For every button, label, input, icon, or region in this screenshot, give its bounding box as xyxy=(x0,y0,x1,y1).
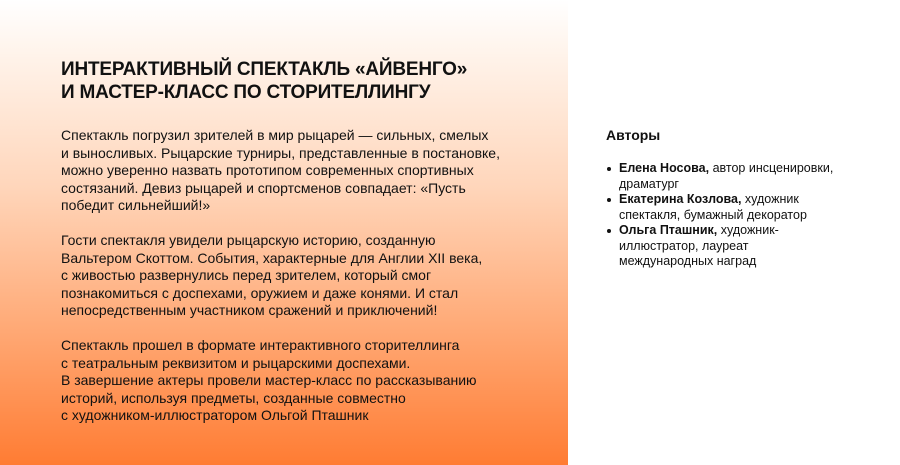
author-role: иллюстратор, лауреат xyxy=(619,238,749,253)
authors-list xyxy=(606,161,886,270)
text-line: познакомиться с доспехами, оружием и даже конями. И стал xyxy=(61,284,459,301)
text-line: и выносливых. Рыцарские турниры, представленные в постановке, xyxy=(61,144,500,161)
text-line: непосредственным участником сражений и приключений! xyxy=(61,302,438,318)
author-role: художник- xyxy=(720,223,779,237)
page-title xyxy=(61,58,551,104)
authors-heading: Авторы xyxy=(606,127,661,143)
author-role: международных наград xyxy=(619,254,757,268)
author-name: Ольга Пташник, xyxy=(619,223,718,237)
author-name: Елена Носова, xyxy=(619,161,710,175)
author-line xyxy=(619,161,886,177)
title-line: ИНТЕРАКТИВНЫЙ СПЕКТАКЛЬ «АЙВЕНГО» xyxy=(61,59,468,80)
text-line: с живостью развернулись перед зрителем, который смог xyxy=(61,267,432,283)
text-line: с художником-иллюстратором Ольгой Пташник xyxy=(61,407,369,423)
bullet-icon xyxy=(607,198,611,202)
author-item xyxy=(606,223,886,270)
author-item xyxy=(606,161,886,192)
text-line: можно уверенно назвать прототипом современных спортивных xyxy=(61,162,474,178)
bullet-icon xyxy=(607,167,611,171)
paragraph-2 xyxy=(61,232,556,320)
authors-section xyxy=(606,126,886,270)
author-role: автор инсценировки, xyxy=(712,161,834,175)
text-line: историй, используя предметы, созданные совместно xyxy=(61,389,406,406)
author-line xyxy=(619,192,886,208)
article-body xyxy=(61,127,556,442)
text-line: с театральным реквизитом и рыцарскими доспехами. xyxy=(61,354,411,371)
author-item xyxy=(606,192,886,223)
text-line: Спектакль погрузил зрителей в мир рыцарей — сильных, смелых xyxy=(61,127,489,143)
paragraph-3 xyxy=(61,337,556,425)
author-name: Екатерина Козлова, xyxy=(619,192,742,206)
text-line: В завершение актеры провели мастер-класс по рассказыванию xyxy=(61,372,477,388)
text-line: Гости спектакля увидели рыцарскую историю, созданную xyxy=(61,232,436,248)
title-line: И МАСТЕР-КЛАСС ПО СТОРИТЕЛЛИНГУ xyxy=(61,82,431,103)
paragraph-1 xyxy=(61,127,556,215)
bullet-icon xyxy=(607,229,611,233)
author-role: спектакля, бумажный декоратор xyxy=(619,207,807,222)
text-line: Спектакль прошел в формате интерактивного сторителлинга xyxy=(61,337,460,353)
text-line: состязаний. Девиз рыцарей и спортсменов совпадает: «Пусть xyxy=(61,179,466,196)
author-role: художник xyxy=(744,192,799,206)
text-line: победит сильнейший!» xyxy=(61,197,211,213)
text-line: Вальтером Скоттом. События, характерные для Англии XII века, xyxy=(61,249,483,266)
author-role: драматург xyxy=(619,176,679,191)
author-line xyxy=(619,223,886,239)
